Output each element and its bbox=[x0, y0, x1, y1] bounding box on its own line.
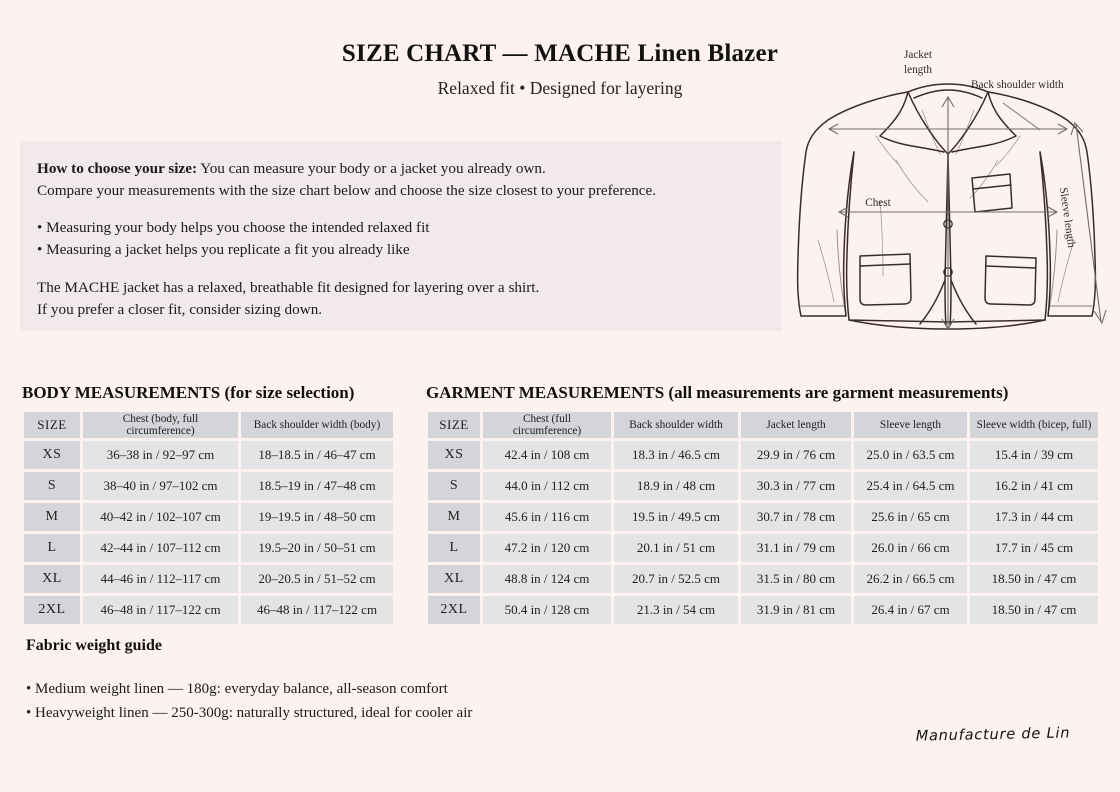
fabric-item-heavy: • Heavyweight linen — 250-300g: naturally structured, ideal for cooler air bbox=[26, 705, 473, 721]
garment-measurements-table bbox=[425, 409, 1101, 627]
info-compare-line: Compare your measurements with the size chart below and choose the size closest to your preference. bbox=[37, 181, 657, 199]
cell-chest: 46–48 in / 117–122 cm bbox=[83, 596, 238, 624]
column-header-jacket-length: Jacket length bbox=[741, 412, 851, 438]
cell-jacket-length: 31.1 in / 79 cm bbox=[741, 534, 851, 562]
page-subtitle: Relaxed fit • Designed for layering bbox=[437, 78, 683, 98]
table-row bbox=[24, 472, 393, 500]
how-to-choose-info-box bbox=[20, 141, 782, 331]
info-bullet-body: • Measuring your body helps you choose the intended relaxed fit bbox=[37, 219, 430, 236]
cell-sleeve-width: 18.50 in / 47 cm bbox=[970, 596, 1098, 624]
cell-size: L bbox=[24, 534, 80, 562]
cell-size: 2XL bbox=[24, 596, 80, 624]
table-row bbox=[24, 534, 393, 562]
cell-chest: 42.4 in / 108 cm bbox=[483, 441, 611, 469]
cell-size: 2XL bbox=[428, 596, 480, 624]
body-measurements-table bbox=[21, 409, 396, 627]
annotation-back-shoulder-width: Back shoulder width bbox=[971, 79, 1064, 91]
cell-sleeve-length: 25.6 in / 65 cm bbox=[854, 503, 967, 531]
fabric-weight-guide bbox=[26, 637, 726, 725]
table-row bbox=[428, 503, 1098, 531]
column-header-back-shoulder: Back shoulder width (body) bbox=[241, 412, 393, 438]
info-closing-line-2: If you prefer a closer fit, consider sizing down. bbox=[37, 300, 323, 318]
fabric-guide-title: Fabric weight guide bbox=[26, 637, 162, 654]
annotation-jacket-length-line1: Jacket bbox=[904, 49, 932, 61]
cell-size: M bbox=[428, 503, 480, 531]
column-header-chest: Chest (full circumference) bbox=[483, 412, 611, 438]
cell-size: XS bbox=[428, 441, 480, 469]
cell-size: S bbox=[24, 472, 80, 500]
blazer-illustration bbox=[788, 40, 1108, 350]
cell-chest: 45.6 in / 116 cm bbox=[483, 503, 611, 531]
fabric-item-medium: • Medium weight linen — 180g: everyday balance, all-season comfort bbox=[26, 681, 448, 697]
cell-back-shoulder: 18–18.5 in / 46–47 cm bbox=[241, 441, 393, 469]
annotation-sleeve-length: Sleeve length bbox=[1057, 186, 1078, 249]
cell-size: L bbox=[428, 534, 480, 562]
table-row bbox=[428, 472, 1098, 500]
table-row bbox=[24, 441, 393, 469]
cell-back-shoulder: 18.9 in / 48 cm bbox=[614, 472, 738, 500]
cell-back-shoulder: 18.5–19 in / 47–48 cm bbox=[241, 472, 393, 500]
cell-sleeve-width: 18.50 in / 47 cm bbox=[970, 565, 1098, 593]
cell-jacket-length: 29.9 in / 76 cm bbox=[741, 441, 851, 469]
table-header-row bbox=[24, 412, 393, 438]
info-lead-label: How to choose your size: bbox=[37, 160, 198, 177]
cell-back-shoulder: 19.5–20 in / 50–51 cm bbox=[241, 534, 393, 562]
cell-jacket-length: 31.9 in / 81 cm bbox=[741, 596, 851, 624]
cell-sleeve-length: 26.0 in / 66 cm bbox=[854, 534, 967, 562]
annotation-jacket-length-line2: length bbox=[904, 64, 932, 76]
cell-jacket-length: 30.7 in / 78 cm bbox=[741, 503, 851, 531]
column-header-sleeve-width: Sleeve width (bicep, full) bbox=[970, 412, 1098, 438]
info-lead-line bbox=[37, 158, 765, 180]
cell-sleeve-length: 26.2 in / 66.5 cm bbox=[854, 565, 967, 593]
info-spacer-2 bbox=[37, 260, 765, 277]
table-row bbox=[428, 565, 1098, 593]
table-row bbox=[24, 596, 393, 624]
cell-back-shoulder: 20–20.5 in / 51–52 cm bbox=[241, 565, 393, 593]
garment-measurements-heading: GARMENT MEASUREMENTS (all measurements are garment measurements) bbox=[426, 383, 1009, 402]
column-header-size: SIZE bbox=[428, 412, 480, 438]
cell-chest: 50.4 in / 128 cm bbox=[483, 596, 611, 624]
fabric-guide-list bbox=[26, 677, 726, 725]
info-closing-line-1: The MACHE jacket has a relaxed, breathable fit designed for layering over a shirt. bbox=[37, 279, 540, 296]
cell-size: XS bbox=[24, 441, 80, 469]
cell-chest: 42–44 in / 107–112 cm bbox=[83, 534, 238, 562]
table-row bbox=[24, 565, 393, 593]
page-title: SIZE CHART — MACHE Linen Blazer bbox=[341, 40, 779, 67]
cell-chest: 48.8 in / 124 cm bbox=[483, 565, 611, 593]
cell-sleeve-length: 25.0 in / 63.5 cm bbox=[854, 441, 967, 469]
cell-chest: 36–38 in / 92–97 cm bbox=[83, 441, 238, 469]
cell-chest: 40–42 in / 102–107 cm bbox=[83, 503, 238, 531]
cell-jacket-length: 30.3 in / 77 cm bbox=[741, 472, 851, 500]
column-header-size: SIZE bbox=[24, 412, 80, 438]
cell-chest: 38–40 in / 97–102 cm bbox=[83, 472, 238, 500]
cell-back-shoulder: 19–19.5 in / 48–50 cm bbox=[241, 503, 393, 531]
cell-sleeve-width: 17.7 in / 45 cm bbox=[970, 534, 1098, 562]
cell-back-shoulder: 21.3 in / 54 cm bbox=[614, 596, 738, 624]
table-row bbox=[428, 534, 1098, 562]
annotation-chest: Chest bbox=[865, 197, 891, 209]
cell-sleeve-length: 26.4 in / 67 cm bbox=[854, 596, 967, 624]
info-bullet-jacket: • Measuring a jacket helps you replicate a fit you already like bbox=[37, 240, 410, 258]
cell-chest: 44–46 in / 112–117 cm bbox=[83, 565, 238, 593]
cell-back-shoulder: 20.1 in / 51 cm bbox=[614, 534, 738, 562]
cell-back-shoulder: 18.3 in / 46.5 cm bbox=[614, 441, 738, 469]
cell-size: S bbox=[428, 472, 480, 500]
table-row bbox=[24, 503, 393, 531]
info-lead-text: You can measure your body or a jacket you already own. bbox=[200, 160, 546, 177]
info-spacer-1 bbox=[37, 201, 765, 217]
body-measurements-heading: BODY MEASUREMENTS (for size selection) bbox=[22, 383, 355, 402]
cell-back-shoulder: 19.5 in / 49.5 cm bbox=[614, 503, 738, 531]
cell-chest: 44.0 in / 112 cm bbox=[483, 472, 611, 500]
brand-signature: Manufacture de Lin bbox=[915, 725, 1071, 745]
cell-sleeve-width: 17.3 in / 44 cm bbox=[970, 503, 1098, 531]
cell-chest: 47.2 in / 120 cm bbox=[483, 534, 611, 562]
cell-jacket-length: 31.5 in / 80 cm bbox=[741, 565, 851, 593]
column-header-back-shoulder: Back shoulder width bbox=[614, 412, 738, 438]
column-header-chest: Chest (body, full circumference) bbox=[83, 412, 238, 438]
table-row bbox=[428, 596, 1098, 624]
cell-size: XL bbox=[428, 565, 480, 593]
cell-size: M bbox=[24, 503, 80, 531]
cell-sleeve-length: 25.4 in / 64.5 cm bbox=[854, 472, 967, 500]
cell-sleeve-width: 16.2 in / 41 cm bbox=[970, 472, 1098, 500]
column-header-sleeve-length: Sleeve length bbox=[854, 412, 967, 438]
table-row bbox=[428, 441, 1098, 469]
table-header-row bbox=[428, 412, 1098, 438]
cell-back-shoulder: 20.7 in / 52.5 cm bbox=[614, 565, 738, 593]
cell-back-shoulder: 46–48 in / 117–122 cm bbox=[241, 596, 393, 624]
cell-sleeve-width: 15.4 in / 39 cm bbox=[970, 441, 1098, 469]
cell-size: XL bbox=[24, 565, 80, 593]
sleeve-length-measure-line bbox=[1076, 124, 1101, 322]
